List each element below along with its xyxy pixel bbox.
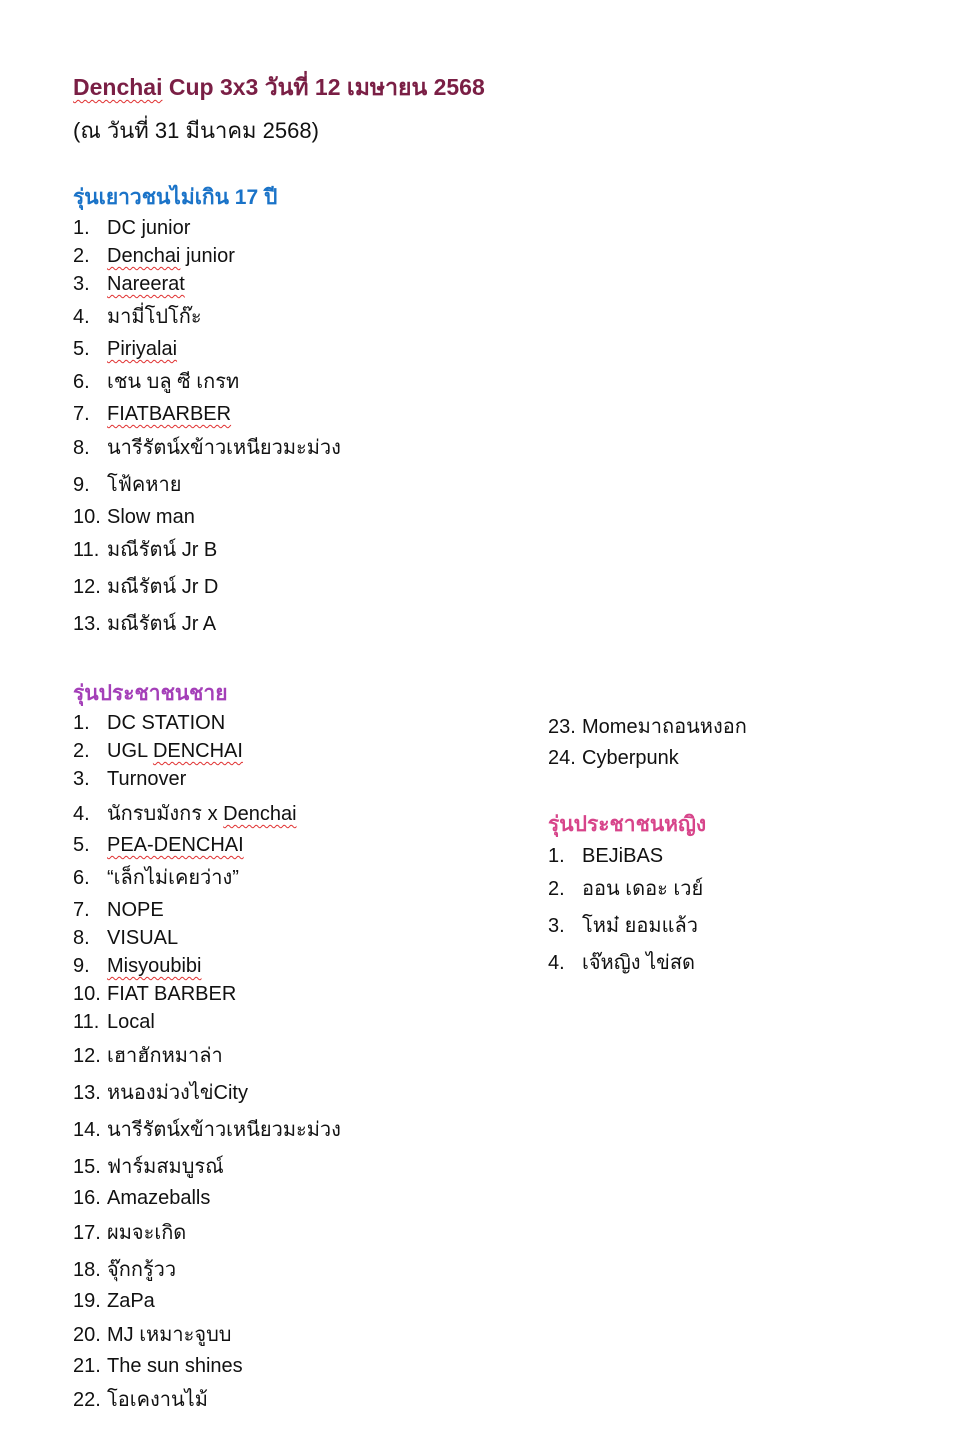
list-item [73, 244, 235, 268]
list-item-name: หนองม่วงไข่City [107, 1082, 248, 1104]
list-item-number: 19. [73, 1290, 101, 1312]
list-item-number: 2. [73, 740, 90, 762]
list-item-number: 21. [73, 1355, 101, 1377]
list-item-name: โฟ้คหาย [107, 474, 182, 496]
list-item [548, 877, 703, 901]
list-item-name: Misyoubibi [107, 955, 202, 977]
list-item [73, 1221, 186, 1245]
list-item-name: BEJiBAS [582, 845, 664, 867]
list-item-number: 7. [73, 403, 90, 425]
list-item-number: 7. [73, 899, 90, 921]
list-item-number: 20. [73, 1324, 101, 1346]
list-item [73, 337, 177, 361]
list-item [548, 715, 747, 739]
list-item-name: VISUAL [107, 927, 179, 949]
list-item-name: Denchai junior [107, 245, 235, 267]
list-item-number: 1. [548, 845, 565, 867]
list-item-number: 6. [73, 867, 90, 889]
list-item-number: 18. [73, 1259, 101, 1281]
list-item [73, 370, 239, 394]
list-item-name: Nareerat [107, 273, 185, 295]
list-item-number: 3. [73, 273, 90, 295]
list-item-name: โหม๋ ยอมแล้ว [582, 915, 698, 937]
list-item-name: นักรบมังกร x Denchai [107, 803, 297, 825]
list-item-number: 17. [73, 1222, 101, 1244]
list-item-number: 5. [73, 338, 90, 360]
list-item-name: มณีรัตน์ Jr A [107, 613, 217, 635]
list-item-number: 8. [73, 437, 90, 459]
list-item-name: Amazeballs [107, 1187, 211, 1209]
list-item-number: 9. [73, 474, 90, 496]
page-title-rest: Cup 3x3 วันที่ 12 เมษายน 2568 [162, 74, 485, 100]
list-item [73, 1388, 208, 1412]
list-item-number: 16. [73, 1187, 101, 1209]
women-section-heading: รุ่นประชาชนหญิง [548, 813, 707, 836]
list-item-number: 5. [73, 834, 90, 856]
list-item-number: 10. [73, 506, 101, 528]
list-item-name: เจ๊หญิง ไข่สด [582, 952, 696, 974]
list-item-name: ออน เดอะ เวย์ [582, 878, 704, 900]
page-subtitle: (ณ วันที่ 31 มีนาคม 2568) [73, 118, 319, 143]
list-item-number: 3. [548, 915, 565, 937]
list-item [73, 833, 244, 857]
list-item [73, 739, 243, 763]
list-item-name: FIAT BARBER [107, 983, 237, 1005]
list-item-number: 4. [73, 803, 90, 825]
list-item-name: The sun shines [107, 1355, 243, 1377]
list-item-number: 3. [73, 768, 90, 790]
list-item-number: 13. [73, 613, 101, 635]
list-item-name: นารีรัตน์xข้าวเหนียวมะม่วง [107, 437, 341, 459]
list-item-number: 15. [73, 1156, 101, 1178]
list-item-name: UGL DENCHAI [107, 740, 243, 762]
list-item [73, 436, 341, 460]
list-item [73, 767, 186, 791]
list-item [73, 1155, 224, 1179]
list-item-name: ZaPa [107, 1290, 155, 1312]
list-item [73, 612, 216, 636]
list-item-number: 4. [73, 306, 90, 328]
list-item [73, 575, 218, 599]
list-item [73, 402, 231, 426]
list-item [548, 844, 663, 868]
list-item-number: 1. [73, 217, 90, 239]
list-item-name: จุ๊กกรู้วว [107, 1259, 177, 1281]
list-item [73, 1010, 155, 1034]
list-item-number: 14. [73, 1119, 101, 1141]
list-item [73, 1044, 223, 1068]
list-item [548, 914, 698, 938]
list-item-number: 12. [73, 1045, 101, 1067]
page-title-brand: Denchai [73, 74, 163, 100]
list-item [73, 1081, 248, 1105]
list-item-number: 9. [73, 955, 90, 977]
list-item [548, 951, 695, 975]
list-item [73, 1323, 232, 1347]
list-item-number: 4. [548, 952, 565, 974]
list-item [73, 898, 164, 922]
list-item [548, 746, 679, 770]
list-item [73, 272, 185, 296]
list-item-number: 11. [73, 539, 100, 561]
men-section-heading: รุ่นประชาชนชาย [73, 682, 228, 705]
list-item-number: 11. [73, 1011, 100, 1033]
list-item-name: PEA-DENCHAI [107, 834, 244, 856]
list-item-name: “เล็กไม่เคยว่าง” [107, 867, 239, 889]
list-item-number: 2. [548, 878, 565, 900]
list-item-name: Local [107, 1011, 155, 1033]
list-item-number: 13. [73, 1082, 101, 1104]
list-item [73, 802, 297, 826]
list-item [73, 505, 195, 529]
list-item-name: DC STATION [107, 712, 226, 734]
list-item-number: 24. [548, 747, 576, 769]
list-item-name: ฟาร์มสมบูรณ์ [107, 1156, 224, 1178]
list-item-name: เฮาฮักหมาล่า [107, 1045, 223, 1067]
list-item-name: Turnover [107, 768, 187, 790]
list-item [73, 982, 236, 1006]
list-item-number: 2. [73, 245, 90, 267]
list-item-name: มณีรัตน์ Jr B [107, 539, 218, 561]
list-item-number: 10. [73, 983, 101, 1005]
list-item [73, 1354, 243, 1378]
list-item-name: Cyberpunk [582, 747, 679, 769]
list-item [73, 1186, 210, 1210]
list-item-name: โอเคงานไม้ [107, 1389, 208, 1411]
list-item [73, 1289, 155, 1313]
list-item [73, 954, 201, 978]
list-item-name: เชน บลู ซี เกรท [107, 371, 240, 393]
list-item [73, 216, 190, 240]
list-item-name: มณีรัตน์ Jr D [107, 576, 219, 598]
list-item-name: มามี่โปโก๊ะ [107, 306, 202, 328]
list-item [73, 305, 202, 329]
list-item-name: ผมจะเกิด [107, 1222, 187, 1244]
list-item [73, 473, 181, 497]
list-item-number: 12. [73, 576, 101, 598]
list-item-number: 6. [73, 371, 90, 393]
list-item-name: FIATBARBER [107, 403, 232, 425]
youth-section-heading: รุ่นเยาวชนไม่เกิน 17 ปี [73, 186, 278, 209]
list-item-name: Slow man [107, 506, 195, 528]
list-item-number: 22. [73, 1389, 101, 1411]
list-item [73, 711, 225, 735]
list-item-name: DC junior [107, 217, 191, 239]
list-item-number: 8. [73, 927, 90, 949]
list-item [73, 1118, 341, 1142]
list-item [73, 538, 217, 562]
list-item-name: NOPE [107, 899, 164, 921]
list-item-name: MJ เหมาะจูบบ [107, 1324, 232, 1346]
page-title [73, 70, 485, 106]
list-item [73, 1258, 176, 1282]
list-item-name: Momeมาถอนหงอก [582, 716, 747, 738]
list-item-name: Piriyalai [107, 338, 178, 360]
list-item-number: 23. [548, 716, 576, 738]
list-item-number: 1. [73, 712, 90, 734]
list-item [73, 926, 178, 950]
list-item-name: นารีรัตน์xข้าวเหนียวมะม่วง [107, 1119, 341, 1141]
list-item [73, 866, 239, 890]
